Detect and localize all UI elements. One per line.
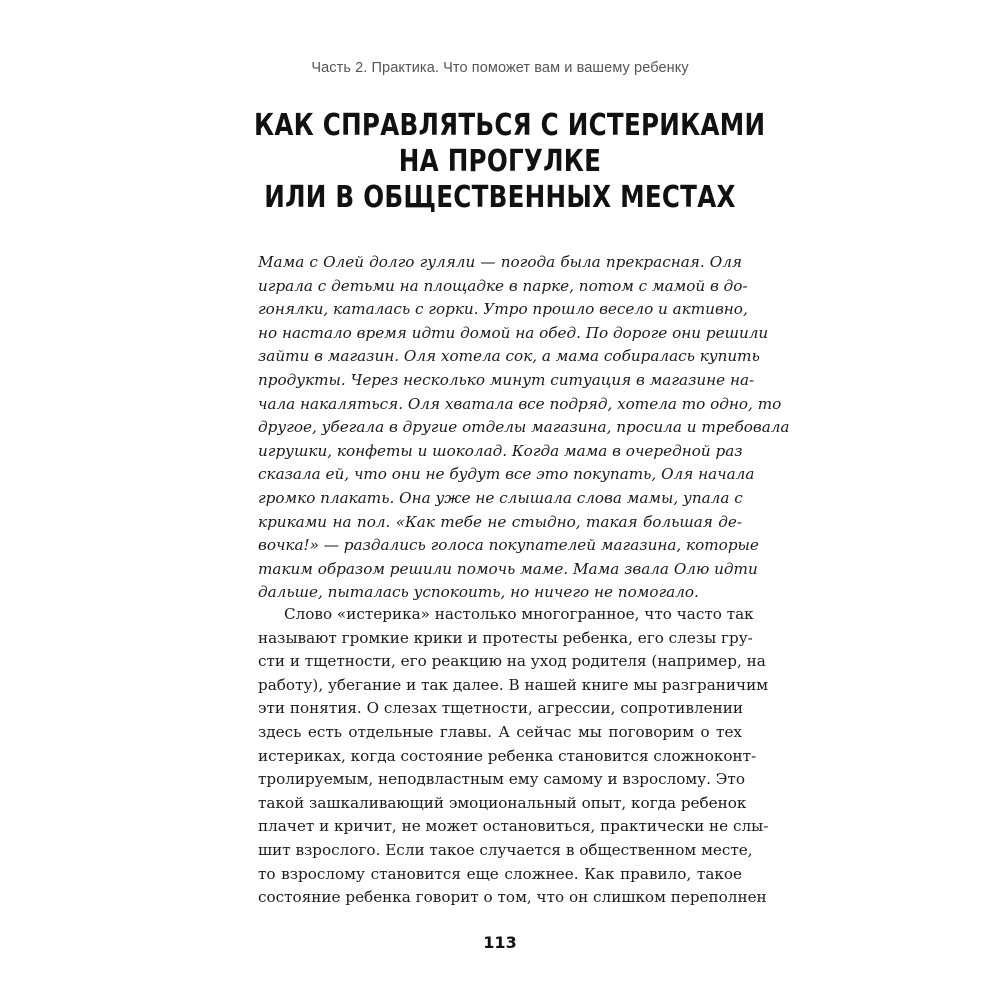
- anecdote-line: дальше, пыталась успокоить, но ничего не помогало.: [258, 583, 699, 602]
- anecdote-line: продукты. Через несколько минут ситуация в магазине на-: [258, 370, 755, 389]
- body-line: эти понятия. О слезах тщетности, агрессии, сопротивлении: [258, 699, 743, 718]
- anecdote-line: игрушки, конфеты и шоколад. Когда мама в очередной раз: [258, 441, 743, 460]
- chapter-title-line: НА ПРОГУЛКЕ: [398, 144, 602, 179]
- body-line: такой зашкаливающий эмоциональный опыт, когда ребенок: [258, 793, 747, 812]
- body-line: Слово «истерика» настолько многогранное, что часто так: [284, 605, 754, 623]
- page-number: 113: [483, 933, 517, 952]
- anecdote-line: другое, убегала в другие отделы магазина, просила и требовала: [258, 418, 790, 437]
- anecdote-line: играла с детьми на площадке в парке, потом с мамой в до-: [258, 276, 748, 295]
- anecdote-line: зайти в магазин. Оля хотела сок, а мама собиралась купить: [258, 347, 760, 366]
- anecdote-line: чала накаляться. Оля хватала все подряд, хотела то одно, то: [258, 394, 782, 413]
- anecdote-line: но настало время идти домой на обед. По дороге они решили: [258, 323, 769, 342]
- anecdote-line: вочка!» — раздались голоса покупателей магазина, которые: [258, 536, 759, 555]
- body-line: работу), убегание и так далее. В нашей книге мы разграничим: [258, 675, 769, 694]
- chapter-title: [254, 108, 766, 216]
- anecdote-line: таким образом решили помочь маме. Мама звала Олю идти: [258, 559, 758, 578]
- italic-anecdote: [258, 251, 790, 605]
- running-head: Часть 2. Практика. Что поможет вам и вашему ребенку: [311, 60, 689, 76]
- body-line: тролируемым, неподвластным ему самому и взрослому. Это: [258, 770, 745, 789]
- body-line: состояние ребенка говорит о том, что он слишком переполнен: [258, 888, 767, 907]
- anecdote-line: сказала ей, что они не будут все это покупать, Оля начала: [258, 465, 755, 484]
- body-line: плачет и кричит, не может остановиться, практически не слы-: [258, 817, 769, 836]
- anecdote-line: громко плакать. Она уже не слышала слова мамы, упала с: [258, 488, 743, 507]
- anecdote-line: криками на пол. «Как тебе не стыдно, такая большая де-: [258, 512, 742, 531]
- body-paragraph: [258, 603, 769, 910]
- body-line: здесь есть отдельные главы. А сейчас мы поговорим о тех: [258, 722, 742, 741]
- body-line: шит взрослого. Если такое случается в общественном месте,: [258, 840, 753, 859]
- anecdote-line: гонялки, каталась с горки. Утро прошло весело и активно,: [258, 300, 748, 319]
- chapter-title-line: ИЛИ В ОБЩЕСТВЕННЫХ МЕСТАХ: [264, 180, 736, 215]
- chapter-title-line: КАК СПРАВЛЯТЬСЯ С ИСТЕРИКАМИ: [254, 108, 766, 143]
- body-line: сти и тщетности, его реакцию на уход родителя (например, на: [258, 652, 766, 671]
- body-line: называют громкие крики и протесты ребенка, его слезы гру-: [258, 628, 753, 647]
- body-line: истериках, когда состояние ребенка становится сложноконт-: [258, 746, 757, 765]
- body-line: то взрослому становится еще сложнее. Как правило, такое: [258, 864, 742, 883]
- anecdote-line: Мама с Олей долго гуляли — погода была прекрасная. Оля: [258, 253, 742, 271]
